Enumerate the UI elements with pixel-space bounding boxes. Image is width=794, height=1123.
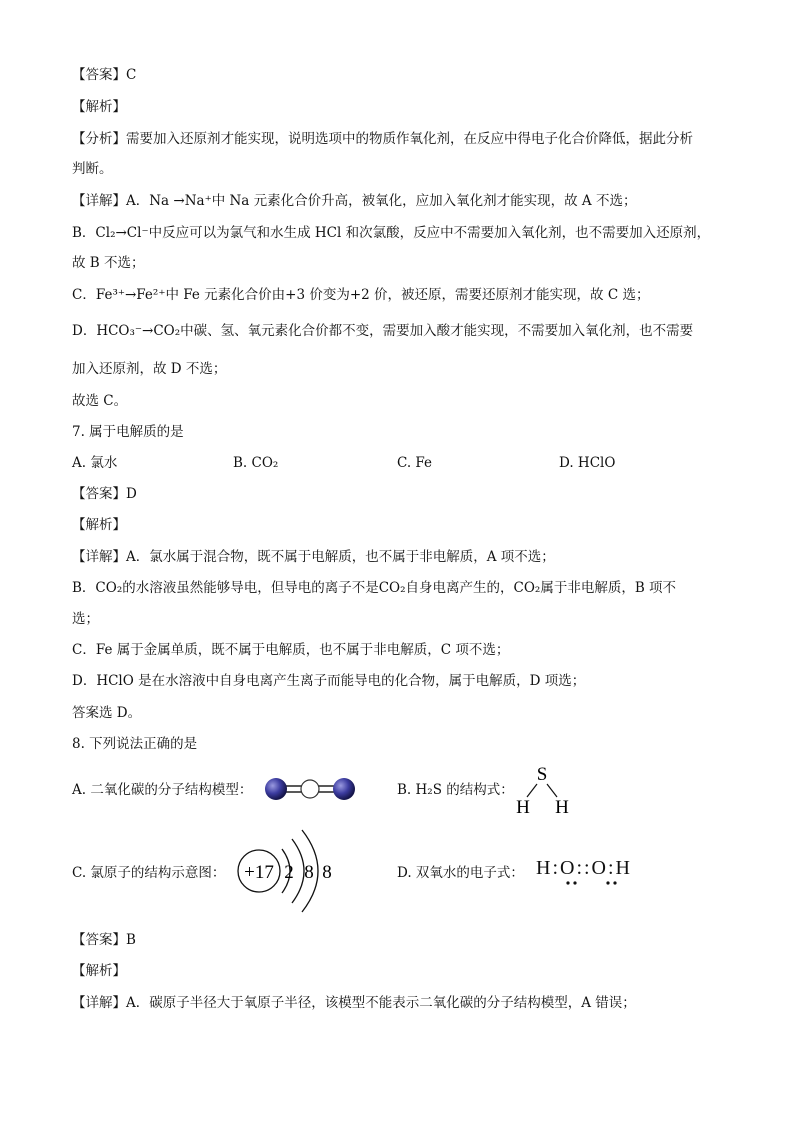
h2s-sulfur: S (536, 764, 548, 785)
oxygen-atom-left (265, 778, 287, 800)
h2s-structural-formula (506, 762, 576, 818)
q6-fenxi-1: 【分析】需要加入还原剂才能实现，说明选项中的物质作氧化剂，在反应中得电子化合价降低，据此分析 (72, 131, 693, 147)
oxygen-atom-right (333, 778, 355, 800)
shell-1-electrons: 2 (284, 862, 294, 883)
q8-option-a: A. 二氧化碳的分子结构模型： (72, 782, 253, 798)
q8-jiexi: 【解析】 (72, 963, 126, 979)
q7-stem: 7. 属于电解质的是 (72, 424, 184, 440)
q7-option-c: C. Fe (397, 455, 433, 471)
lone-pair-dots (560, 878, 630, 888)
q6-conclusion: 故选 C。 (72, 393, 128, 409)
co2-ball-model (262, 774, 358, 804)
nucleus-charge: +17 (244, 862, 274, 883)
q7-c: C．Fe 属于金属单质，既不属于电解质，也不属于非电解质，C 项不选； (72, 642, 510, 658)
q8-answer: 【答案】B (72, 932, 136, 948)
q7-d: D．HClO 是在水溶液中自身电离产生离子而能导电的化合物，属于电解质，D 项选； (72, 673, 586, 689)
h2s-hydrogen-2: H (555, 797, 569, 818)
q6-c: C．Fe³⁺→Fe²⁺中 Fe 元素化合价由+3 价变为+2 价，被还原，需要还原剂才能实现，故 C 选； (72, 287, 650, 303)
q7-option-d: D. HClO (559, 455, 616, 471)
q6-xiangjie-a: 【详解】A．Na →Na⁺中 Na 元素化合价升高，被氧化，应加入氧化剂才能实现，故 A 不选； (72, 193, 637, 209)
q8-option-b: B. H₂S 的结构式： (397, 782, 514, 798)
q7-b-1: B．CO₂的水溶液虽然能够导电，但导电的离子不是CO₂自身电离产生的，CO₂属于非电解质，B 项不 (72, 580, 677, 596)
h2o2-electron-formula: H:O::O:H (536, 857, 632, 879)
q8-stem: 8. 下列说法正确的是 (72, 736, 198, 752)
q8-option-d: D. 双氧水的电子式： (397, 865, 524, 881)
q6-b-2: 故 B 不选； (72, 255, 145, 271)
q7-conclusion: 答案选 D。 (72, 705, 142, 721)
shell-3-electrons: 8 (322, 862, 332, 883)
chlorine-atom-diagram (232, 822, 342, 922)
q7-option-a: A. 氯水 (72, 455, 118, 471)
q6-b-1: B．Cl₂→Cl⁻中反应可以为氯气和水生成 HCl 和次氯酸，反应中不需要加入氧化剂，也不需要加入还原剂， (72, 225, 711, 241)
q6-d-2: 加入还原剂，故 D 不选； (72, 361, 227, 377)
q7-jiexi: 【解析】 (72, 517, 126, 533)
shell-2-electrons: 8 (304, 862, 314, 883)
q6-jiexi: 【解析】 (72, 99, 126, 115)
q7-answer: 【答案】D (72, 486, 137, 502)
q6-answer: 【答案】C (72, 67, 137, 83)
h2s-hydrogen-1: H (516, 797, 530, 818)
q7-a: 【详解】A．氯水属于混合物，既不属于电解质，也不属于非电解质，A 项不选； (72, 549, 555, 565)
q7-b-2: 选； (72, 611, 99, 627)
q8-option-c: C. 氯原子的结构示意图： (72, 865, 226, 881)
q8-a: 【详解】A．碳原子半径大于氧原子半径，该模型不能表示二氧化碳的分子结构模型，A 错误； (72, 995, 636, 1011)
carbon-atom (301, 780, 319, 798)
q6-d-1: D．HCO₃⁻→CO₂中碳、氢、氧元素化合价都不变，需要加入酸才能实现，不需要加入氧化剂，也不需要 (72, 323, 694, 339)
q7-option-b: B. CO₂ (233, 455, 279, 471)
q6-fenxi-2: 判断。 (72, 161, 113, 177)
